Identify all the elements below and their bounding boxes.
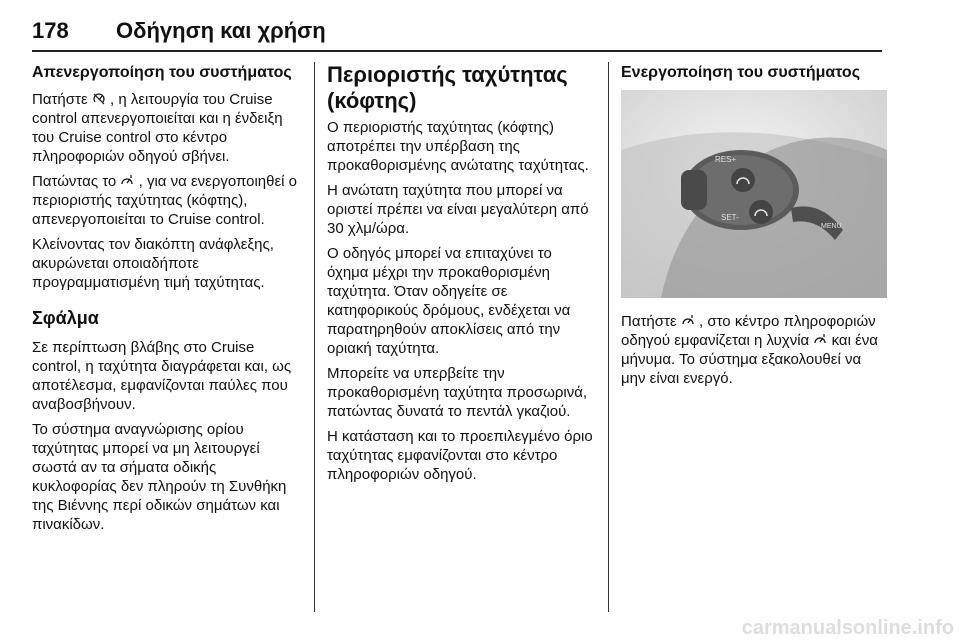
column-right: [621, 62, 889, 394]
menu-label: MENU: [821, 223, 842, 230]
section-heading-activation: Ενεργοποίηση του συστήματος: [621, 64, 861, 81]
column-left: [32, 62, 300, 540]
watermark: carmanualsonline.info: [741, 617, 954, 639]
text-fragment: Πατήστε: [621, 313, 677, 330]
text-fragment: Πατώντας το: [32, 173, 117, 190]
page-header: [32, 6, 882, 48]
speed-limiter-icon: [120, 174, 134, 188]
section-heading-speed-limiter: Περιοριστής ταχύτητας (κόφτης): [327, 62, 568, 113]
speed-limiter-icon: [813, 333, 827, 347]
paragraph: [621, 312, 889, 388]
column-divider: [608, 62, 609, 612]
text-fragment: , στο κέντρο πληροφοριών οδηγού εμφανίζεται η λυχνία: [621, 313, 876, 349]
steering-wheel-illustration: [621, 90, 887, 298]
section-heading-fault: Σφάλμα: [32, 308, 99, 328]
speed-limiter-icon: [681, 314, 695, 328]
cruise-off-icon: [92, 92, 106, 106]
text-fragment: Πατήστε: [32, 91, 88, 108]
paragraph: Η κατάσταση και το προεπιλεγμένο όριο ταχύτητας εμφανίζονται στο κέντρο πληροφοριών οδηγού.: [327, 428, 593, 483]
set-minus-label: SET-: [721, 213, 739, 222]
paragraph: Το σύστημα αναγνώρισης ορίου ταχύτητας μπορεί να μη λειτουργεί σωστά αν τα σήματα οδικής κυκλοφορίας δεν πληρούν τη Συνθήκη της Βιέννης περί οδικών σημάτων και πινακίδων.: [32, 421, 287, 533]
paragraph: Ο οδηγός μπορεί να επιταχύνει το όχημα μέχρι την προκαθορισμένη ταχύτητα. Όταν οδηγείτε σε κατηφορικούς δρόμους, ενδέχεται να παρατηρηθούν αποκλίσεις από την οριακή ταχύτητα.: [327, 245, 571, 357]
text-fragment: , η λειτουργία του Cruise control απενεργοποιείται και η ένδειξη του Cruise control στο κέντρο πληροφοριών οδηγού σβήνει.: [32, 91, 283, 165]
paragraph: Σε περίπτωση βλάβης στο Cruise control, η ταχύτητα διαγράφεται και, ως αποτέλεσμα, εμφανίζονται παύλες που αναβοσβήνουν.: [32, 339, 292, 413]
text-fragment: , για να ενεργοποιηθεί ο περιοριστής ταχύτητας (κόφτης), απενεργοποιείται το Cruise control.: [32, 173, 298, 228]
text-fragment: και ένα μήνυμα. Το σύστημα εξακολουθεί να μην είναι ενεργό.: [621, 332, 878, 387]
paragraph: Κλείνοντας τον διακόπτη ανάφλεξης, ακυρώνεται οποιαδήποτε προγραμματισμένη τιμή ταχύτητας.: [32, 236, 274, 291]
paragraph: [32, 90, 300, 166]
res-plus-label: RES+: [715, 155, 737, 164]
paragraph: Η ανώτατη ταχύτητα που μπορεί να οριστεί πρέπει να είναι μεγαλύτερη από 30 χλμ/ώρα.: [327, 182, 589, 237]
section-heading-deactivation: Απενεργοποίηση του συστήματος: [32, 64, 292, 81]
paragraph: [32, 172, 300, 229]
page-number: 178: [32, 18, 69, 43]
page-title: Οδήγηση και χρήση: [116, 18, 326, 43]
header-divider: [32, 50, 882, 52]
paragraph: Μπορείτε να υπερβείτε την προκαθορισμένη ταχύτητα προσωρινά, πατώντας δυνατά το πεντάλ γκαζιού.: [327, 365, 588, 420]
column-divider: [314, 62, 315, 612]
paragraph: Ο περιοριστής ταχύτητας (κόφτης) αποτρέπει την υπέρβαση της προκαθορισμένης ανώτατης ταχύτητας.: [327, 119, 589, 174]
steering-wheel-controls-figure: [621, 90, 887, 298]
column-middle: [327, 62, 595, 490]
